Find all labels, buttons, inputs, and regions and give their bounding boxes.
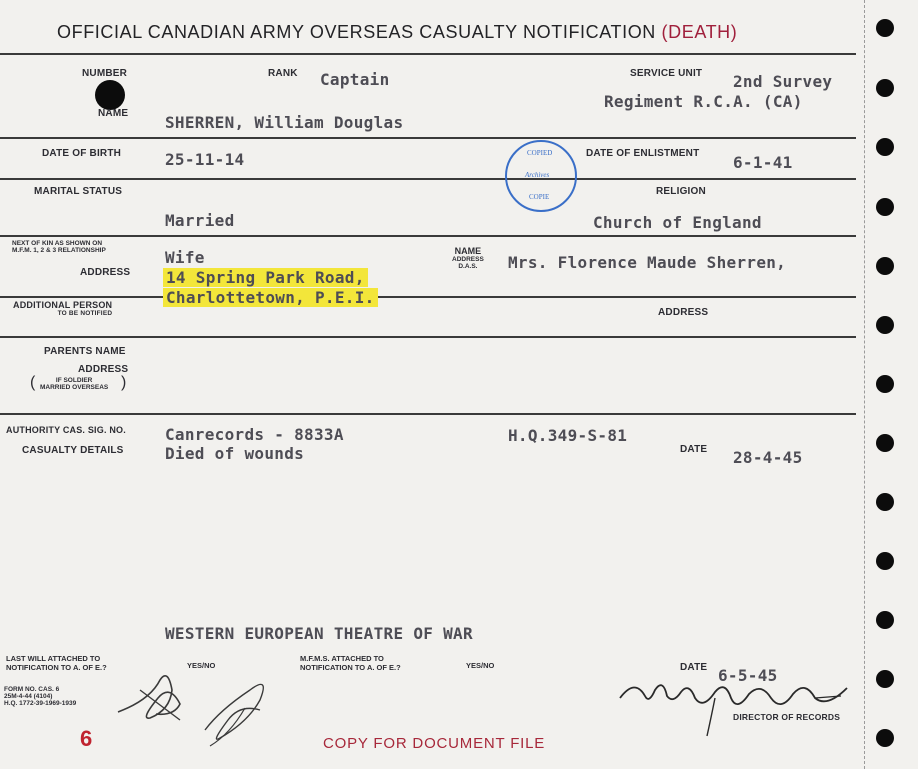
soldier-name-value: SHERREN, William Douglas xyxy=(165,113,404,132)
service-unit-label: SERVICE UNIT xyxy=(630,68,703,79)
name-address-label-1: NAME xyxy=(454,246,482,256)
stamp-top-text: COPIED xyxy=(527,149,553,157)
rule-2 xyxy=(0,178,856,180)
rule-5 xyxy=(0,336,856,338)
last-will-label-1: LAST WILL ATTACHED TO xyxy=(6,654,101,663)
yes-no-2: YES/NO xyxy=(466,661,495,670)
marital-status-value: Married xyxy=(165,211,235,230)
feed-hole xyxy=(876,552,894,570)
rank-label: RANK xyxy=(268,68,298,79)
form-title xyxy=(57,22,737,43)
feed-hole xyxy=(876,138,894,156)
date-of-enlistment-label: DATE OF ENLISTMENT xyxy=(586,148,700,159)
marital-status-label: MARITAL STATUS xyxy=(34,186,123,197)
paren-right: ) xyxy=(121,374,127,391)
authority-label: AUTHORITY CAS. SIG. NO. xyxy=(6,425,126,435)
form-id xyxy=(4,686,76,707)
perforation-line xyxy=(864,0,865,769)
mfms-label xyxy=(300,654,401,672)
punch-hole-number xyxy=(95,80,125,110)
archives-stamp xyxy=(505,140,577,212)
feed-hole xyxy=(876,19,894,37)
address-line-2: Charlottetown, P.E.I. xyxy=(163,288,378,307)
feed-hole xyxy=(876,375,894,393)
feed-hole xyxy=(876,198,894,216)
rule-top xyxy=(0,53,856,55)
if-soldier-label xyxy=(40,377,108,391)
stamp-center-text: Archives xyxy=(525,171,550,179)
authority-value: Canrecords - 8833A xyxy=(165,425,344,444)
service-unit-value-2: Regiment R.C.A. (CA) xyxy=(604,92,803,111)
number-label: NUMBER xyxy=(82,68,128,79)
name-address-label-2: ADDRESS xyxy=(452,256,484,263)
religion-label: RELIGION xyxy=(656,186,706,197)
date-of-enlistment-value: 6-1-41 xyxy=(733,153,793,172)
stamp-bottom-text: COPIE xyxy=(529,193,550,201)
feed-hole xyxy=(876,316,894,334)
rank-value: Captain xyxy=(320,70,390,89)
director-signature xyxy=(615,668,855,738)
rule-4 xyxy=(0,296,856,298)
rule-3 xyxy=(0,235,856,237)
religion-value: Church of England xyxy=(593,213,762,232)
parents-name-label: PARENTS NAME xyxy=(44,346,126,357)
paren-left: ( xyxy=(30,374,36,391)
form-id-2: 25M-4-44 (4104) xyxy=(4,693,53,700)
rule-6 xyxy=(0,413,856,415)
director-of-records-label: DIRECTOR OF RECORDS xyxy=(733,712,841,722)
form-id-3: H.Q. 1772-39-1969-1939 xyxy=(4,700,77,707)
relationship-value: Wife xyxy=(165,248,205,267)
rule-1 xyxy=(0,137,856,139)
feed-hole xyxy=(876,493,894,511)
initials-signature xyxy=(110,660,290,750)
casualty-details-value: Died of wounds xyxy=(165,444,305,463)
form-id-1: FORM NO. CAS. 6 xyxy=(4,686,60,693)
last-will-label xyxy=(6,654,107,672)
mfms-label-1: M.F.M.S. ATTACHED TO xyxy=(300,654,384,663)
service-unit-value-1: 2nd Survey xyxy=(733,72,833,91)
name-address-das-label xyxy=(452,246,484,270)
feed-hole xyxy=(876,729,894,747)
casualty-details-label: CASUALTY DETAILS xyxy=(22,445,124,456)
if-soldier-label-2: MARRIED OVERSEAS xyxy=(40,384,109,391)
hq-reference-value: H.Q.349-S-81 xyxy=(508,426,628,445)
date-of-birth-label: DATE OF BIRTH xyxy=(42,148,122,159)
if-soldier-label-1: IF SOLDIER xyxy=(55,377,93,384)
page-number: 6 xyxy=(80,726,93,751)
signed-date-value: 6-5-45 xyxy=(718,666,778,685)
address-right-label: ADDRESS xyxy=(658,307,709,318)
yes-no-1: YES/NO xyxy=(187,661,216,670)
signed-date-label: DATE xyxy=(680,662,708,673)
next-of-kin-label-1: NEXT OF KIN AS SHOWN ON xyxy=(12,240,103,247)
address-line-1: 14 Spring Park Road, xyxy=(163,268,368,287)
additional-person-label xyxy=(13,300,112,317)
feed-hole xyxy=(876,257,894,275)
next-of-kin-label-2: M.F.M. 1, 2 & 3 RELATIONSHIP xyxy=(12,247,106,254)
feed-hole xyxy=(876,611,894,629)
date-of-birth-value: 25-11-14 xyxy=(165,150,245,169)
kin-name-value: Mrs. Florence Maude Sherren, xyxy=(508,253,787,272)
additional-person-label-1: ADDITIONAL PERSON xyxy=(13,300,113,310)
name-address-label-3: D.A.S. xyxy=(458,263,478,270)
feed-hole xyxy=(876,434,894,452)
feed-hole xyxy=(876,79,894,97)
form-title-tag: (DEATH) xyxy=(661,22,738,42)
form-title-text: OFFICIAL CANADIAN ARMY OVERSEAS CASUALTY NOTIFICATION xyxy=(57,22,656,42)
feed-hole xyxy=(876,670,894,688)
theatre-value: WESTERN EUROPEAN THEATRE OF WAR xyxy=(165,624,473,643)
name-label: NAME xyxy=(98,108,129,119)
next-of-kin-label xyxy=(12,240,106,254)
casualty-date-label: DATE xyxy=(680,444,708,455)
mfms-label-2: NOTIFICATION TO A. OF E.? xyxy=(300,663,401,672)
last-will-label-2: NOTIFICATION TO A. OF E.? xyxy=(6,663,107,672)
additional-person-label-2: TO BE NOTIFIED xyxy=(57,310,113,317)
address-label: ADDRESS xyxy=(80,267,131,278)
parents-address-label: ADDRESS xyxy=(78,364,129,375)
casualty-date-value: 28-4-45 xyxy=(733,448,803,467)
footer-copy-label: COPY FOR DOCUMENT FILE xyxy=(323,735,546,752)
